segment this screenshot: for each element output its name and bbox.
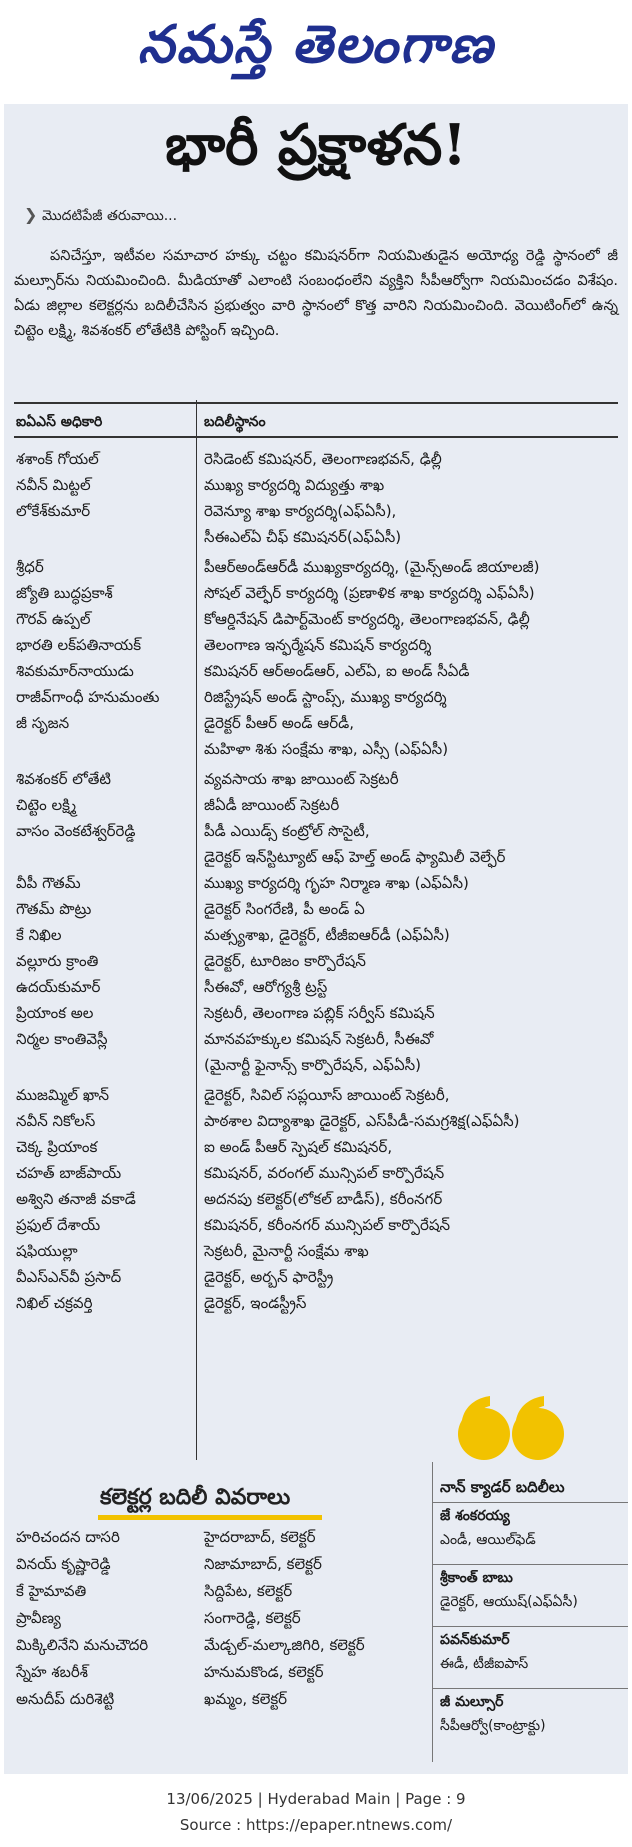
table-post-cell: పాఠశాల విద్యాశాఖ డైరెక్టర్, ఎస్‌పీడీ-సమగ్రశిక్ష(ఎఫ్‌ఏసీ): [204, 1112, 520, 1130]
table-officer-cell: ప్రఫుల్ దేశాయ్: [16, 1216, 101, 1234]
table-officer-cell: ప్రియాంక అల: [16, 1004, 94, 1022]
table-post-cell: (మైనార్టీ ఫైనాన్స్ కార్పొరేషన్, ఎఫ్‌ఏసీ): [204, 1056, 422, 1074]
table-post-cell: సోషల్ వెల్ఫేర్ కార్యదర్శి (ప్రణాళిక శాఖ కార్యదర్శి ఎఫ్‌ఏసీ): [204, 584, 535, 602]
table-header-rule: [14, 436, 618, 438]
noncadre-name: జీ మల్సూర్: [440, 1694, 504, 1710]
table-post-cell: ముఖ్య కార్యదర్శి గృహ నిర్మాణ శాఖ (ఎఫ్‌ఏసీ): [204, 874, 469, 892]
table-post-cell: పీఆర్‌అండ్‌ఆర్‌డీ ముఖ్యకార్యదర్శి, (మైన్స్‌అండ్ జియాలజీ): [204, 558, 540, 576]
chevron-right-icon: ❯: [24, 205, 38, 224]
noncadre-name: శ్రీకాంత్ బాబు: [440, 1570, 513, 1586]
table-post-cell: తెలంగాణ ఇన్ఫర్మేషన్ కమిషన్ కార్యదర్శి: [204, 636, 432, 654]
collector-post-cell: సంగారెడ్డి, కలెక్టర్: [204, 1609, 301, 1627]
collector-post-cell: మేడ్చల్-మల్కాజిగిరి, కలెక్టర్: [204, 1636, 365, 1654]
table-officer-cell: రాజీవ్‌గాంధీ హనుమంతు: [16, 688, 160, 706]
table-officer-cell: గౌతమ్ పొట్రు: [16, 900, 92, 918]
quote-icon: [450, 1392, 570, 1472]
table-post-cell: కమిషనర్, కరీంనగర్ మున్సిపల్ కార్పొరేషన్: [204, 1216, 451, 1234]
noncadre-separator: [432, 1626, 628, 1627]
table-post-cell: కమిషనర్ ఆర్‌అండ్‌ఆర్, ఎల్‌ఏ, ఐ అండ్ సీఏడీ: [204, 662, 470, 680]
table-post-cell: మానవహక్కుల కమిషన్ సెక్రటరీ, సీఈవో: [204, 1030, 434, 1048]
masthead: [0, 0, 632, 98]
table-post-cell: డైరెక్టర్, టూరిజం కార్పొరేషన్: [204, 952, 366, 970]
table-post-cell: డైరెక్టర్, సివిల్ సప్లయీస్ జాయింట్ సెక్రటరీ,: [204, 1086, 450, 1104]
collector-post-cell: సిద్దిపేట, కలెక్టర్: [204, 1582, 293, 1600]
collector-name-cell: కే హైమావతి: [16, 1582, 87, 1600]
table-column-divider: [196, 400, 197, 1460]
table-officer-cell: అశ్విని తనాజీ వకాడే: [16, 1190, 136, 1208]
table-officer-cell: నిర్మల కాంతివెస్లీ: [16, 1030, 108, 1048]
table-officer-cell: శ్రీధర్: [16, 558, 44, 576]
table-top-rule: [14, 402, 618, 404]
noncadre-separator: [432, 1688, 628, 1689]
table-officer-cell: వీఎస్‌ఎన్‌వీ ప్రసాద్: [16, 1268, 122, 1286]
table-post-cell: డైరెక్టర్, అర్బన్ ఫారెస్ట్రీ: [204, 1268, 334, 1286]
table-officer-cell: లోకేశ్‌కుమార్: [16, 502, 91, 520]
table-officer-cell: చిట్టెం లక్ష్మి: [16, 796, 77, 814]
table-post-cell: ముఖ్య కార్యదర్శి విద్యుత్తు శాఖ: [204, 476, 385, 494]
table-post-cell: సీఈవో, ఆరోగ్యశ్రీ ట్రస్ట్: [204, 978, 328, 996]
table-post-cell: డైరెక్టర్ సింగరేణి, పీ అండ్ ఏ: [204, 900, 365, 918]
table-officer-cell: నవీన్ నికోలస్: [16, 1112, 96, 1130]
noncadre-name: జే శంకరయ్య: [440, 1508, 510, 1524]
collector-post-cell: ఖమ్మం, కలెక్టర్: [204, 1690, 288, 1708]
table-officer-cell: శశాంక్ గోయల్: [16, 450, 99, 468]
table-officer-cell: భారతి లక్‌పతినాయక్: [16, 636, 142, 654]
collector-post-cell: హనుమకొండ, కలెక్టర్: [204, 1663, 324, 1681]
table-officer-cell: వాసం వెంకటేశ్వర్‌రెడ్డి: [16, 822, 136, 840]
table-officer-cell: నవీన్ మిట్టల్: [16, 476, 91, 494]
table-post-cell: ఐ అండ్ పీఆర్ స్పెషల్ కమిషనర్,: [204, 1138, 393, 1156]
table-post-cell: సెక్రటరీ, మైనార్టీ సంక్షేమ శాఖ: [204, 1242, 369, 1260]
noncadre-border: [432, 1462, 433, 1762]
noncadre-name: పవన్‌కుమార్: [440, 1632, 510, 1648]
table-officer-cell: వీపీ గౌతమ్: [16, 874, 81, 892]
collectors-title: కలెక్టర్ల బదిలీ వివరాలు: [100, 1485, 291, 1510]
table-officer-cell: షఫియుల్లా: [16, 1242, 78, 1260]
table-officer-cell: శివశంకర్ లోతేటి: [16, 770, 111, 788]
table-post-cell: సెక్రటరీ, తెలంగాణ పబ్లిక్ సర్వీస్ కమిషన్: [204, 1004, 435, 1022]
noncadre-separator: [432, 1502, 628, 1503]
collector-post-cell: నిజామాబాద్, కలెక్టర్: [204, 1555, 322, 1573]
table-post-cell: డైరెక్టర్ ఇన్‌స్టిట్యూట్ ఆఫ్ హెల్త్ అండ్ ఫ్యామిలీ వెల్ఫేర్: [204, 848, 506, 866]
table-post-cell: కోఆర్డినేషన్ డిపార్ట్‌మెంట్ కార్యదర్శి, తెలంగాణభవన్, ఢిల్లీ: [204, 610, 530, 628]
table-officer-cell: ముజమ్మిల్ ఖాన్: [16, 1086, 109, 1104]
collector-name-cell: స్నేహ శబరీశ్: [16, 1663, 88, 1681]
table-post-cell: జీఏడీ జాయింట్ సెక్రటరీ: [204, 796, 340, 814]
table-post-cell: సీఈఎల్‌ఏ చీఫ్ కమిషనర్(ఎఫ్‌ఏసీ): [204, 528, 402, 546]
noncadre-post: డైరెక్టర్, ఆయుష్(ఎఫ్‌ఏసీ): [440, 1594, 578, 1610]
table-officer-cell: గౌరవ్ ఉప్పల్: [16, 610, 91, 628]
masthead-title: నమస్తే తెలంగాణ: [137, 14, 495, 75]
table-post-cell: మత్స్యశాఖ, డైరెక్టర్, టీజీఐఆర్‌డీ (ఎఫ్‌ఏసీ): [204, 926, 450, 944]
table-officer-cell: కే నిఖిల: [16, 926, 62, 944]
table-officer-cell: నిఖిల్ చక్రవర్తి: [16, 1294, 93, 1312]
table-post-cell: డైరెక్టర్ పీఆర్ అండ్ ఆర్‌డీ,: [204, 714, 354, 732]
collector-name-cell: మిక్కిలినేని మనుచౌదరి: [16, 1636, 149, 1654]
table-officer-cell: జీ సృజన: [16, 714, 70, 732]
collector-name-cell: వినయ్ కృష్ణారెడ్డి: [16, 1555, 111, 1573]
table-officer-cell: ఉదయ్‌కుమార్: [16, 978, 101, 996]
table-officer-cell: చహత్ బాజ్‌పాయ్: [16, 1164, 122, 1182]
table-post-cell: రిజిస్ట్రేషన్ అండ్ స్టాంప్స్, ముఖ్య కార్యదర్శి: [204, 688, 447, 706]
table-post-cell: పీడీ ఎయిడ్స్ కంట్రోల్ సొసైటీ,: [204, 822, 370, 840]
headline: భారీ ప్రక్షాళన!: [165, 112, 467, 178]
table-post-cell: అదనపు కలెక్టర్(లోకల్ బాడీస్), కరీంనగర్: [204, 1190, 443, 1208]
continuation-label: మొదటిపేజీ తరువాయి...: [42, 208, 178, 224]
column-header-officer: ఐఏఎస్‌ అధికారి: [16, 414, 103, 430]
noncadre-separator: [432, 1564, 628, 1565]
table-officer-cell: జ్యోతి బుద్ధప్రకాశ్: [16, 584, 113, 602]
footer-source: Source : https://epaper.ntnews.com/: [179, 1816, 453, 1834]
collector-name-cell: ప్రావీణ్య: [16, 1609, 61, 1627]
footer-dateline: 13/06/2025 | Hyderabad Main | Page : 9: [166, 1790, 466, 1808]
table-post-cell: డైరెక్టర్, ఇండస్ట్రీస్: [204, 1294, 307, 1312]
collector-name-cell: హరిచందన దాసరి: [16, 1528, 120, 1546]
table-post-cell: రెవెన్యూ శాఖ కార్యదర్శి(ఎఫ్‌ఏసీ),: [204, 502, 397, 520]
table-post-cell: రెసిడెంట్ కమిషనర్, తెలంగాణభవన్, ఢిల్లీ: [204, 450, 442, 468]
table-officer-cell: శివకుమార్‌నాయుడు: [16, 662, 134, 680]
table-post-cell: వ్యవసాయ శాఖ జాయింట్ సెక్రటరీ: [204, 770, 399, 788]
noncadre-title: నాన్ క్యాడర్ బదిలీలు: [440, 1478, 565, 1496]
table-officer-cell: చెక్క ప్రియాంక: [16, 1138, 98, 1156]
collector-post-cell: హైదరాబాద్, కలెక్టర్: [204, 1528, 316, 1546]
collectors-title-underline: [98, 1515, 322, 1520]
table-officer-cell: వల్లూరు క్రాంతి: [16, 952, 99, 970]
column-header-post: బదిలీస్థానం: [204, 414, 266, 430]
noncadre-post: సీపీఆర్వో(కాంట్రాక్టు): [440, 1718, 546, 1734]
table-post-cell: మహిళా శిశు సంక్షేమ శాఖ, ఎస్సీ (ఎఫ్‌ఏసీ): [204, 740, 449, 758]
table-post-cell: కమిషనర్, వరంగల్ మున్సిపల్ కార్పొరేషన్: [204, 1164, 445, 1182]
collector-name-cell: అనుదీప్ దురిశెట్టి: [16, 1690, 115, 1708]
noncadre-post: ఎండీ, ఆయిల్‌ఫెడ్: [440, 1532, 536, 1548]
noncadre-post: ఈడీ, టీజీఐపాస్: [440, 1656, 529, 1672]
intro-paragraph: పనిచేస్తూ, ఇటీవల సమాచార హక్కు చట్టం కమిషనర్‌గా నియమితుడైన అయోధ్య రెడ్డి స్థానంలో జీ మల్సూర్‌ను నియమించింది. మీడియాతో ఎలాంటి సంబంధంలేని వ్యక్తిని సీపీఆర్వోగా నియమించడం విశేషం. ఏడు జిల్లాల కలెక్టర్లను బదిలీచేసిన ప్రభుత్వం వారి స్థానంలో కొత్త వారిని నియమించింది. వెయిటింగ్‌లో ఉన్న చిట్టెం లక్ష్మి, శివశంకర్ లోతేటికి పోస్టింగ్ ఇచ్చింది.: [14, 248, 618, 339]
